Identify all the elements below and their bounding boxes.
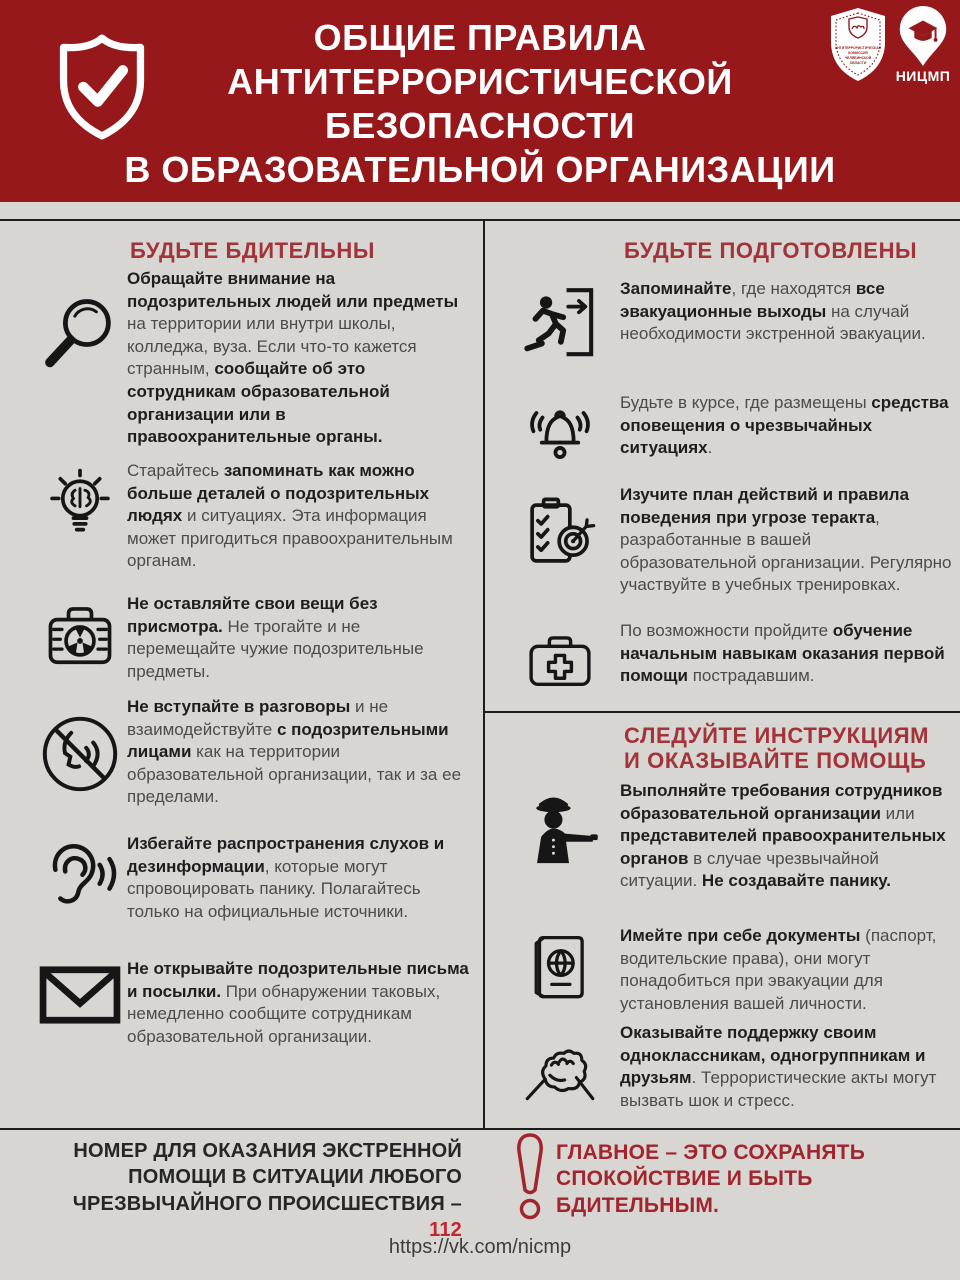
emblem-text-line: ОБЛАСТИ xyxy=(849,61,867,65)
nicmp-pin-logo xyxy=(894,4,952,68)
list-item-no-conversations xyxy=(32,696,475,809)
item-text: Запоминайте, где находятся все эвакуационные выходы на случай необходимости экстренной эвакуации. xyxy=(620,279,926,344)
list-item-avoid-rumors xyxy=(32,833,475,923)
divider-middle-right xyxy=(483,711,960,713)
lightbulb-brain-icon xyxy=(32,464,127,546)
list-item-suspicious-mail xyxy=(32,958,475,1048)
item-text: Обращайте внимание на подозрительных людей или предметы на территории или внутри школы, колледжа, вуза. Если что-то кажется странным, сообщайте об это сотрудникам образовательной организации или в правоохранительные органы. xyxy=(127,269,459,447)
item-text: Выполняйте требования сотрудников образовательной организации или представителей правоохранительных органов в случае чрезвычайной ситуации. Не создавайте панику. xyxy=(620,781,946,891)
action-plan-icon xyxy=(500,492,620,574)
follow-instructions-heading xyxy=(624,724,929,773)
item-text: Не оставляйте свои вещи без присмотра. Не трогайте и не перемещайте чужие подозрительные предметы. xyxy=(127,594,424,681)
main-message-text: ГЛАВНОЕ – ЭТО СОХРАНЯТЬ СПОКОЙСТВИЕ И БЫТЬ БДИТЕЛЬНЫМ. xyxy=(556,1141,866,1217)
envelope-icon xyxy=(32,964,127,1026)
left-column-heading: БУДЬТЕ БДИТЕЛЬНЫ xyxy=(130,238,376,263)
item-text: По возможности пройдите обучение начальным навыкам оказания первой помощи пострадавшим. xyxy=(620,621,945,686)
list-item-follow-requirements xyxy=(500,780,955,893)
clasped-hands-icon xyxy=(500,1030,620,1108)
no-conversation-icon xyxy=(32,710,127,798)
list-item-evacuation-exits xyxy=(500,278,955,364)
emblem-text-line: АНТИТЕРРОРИСТИЧЕСКАЯ xyxy=(834,46,882,50)
divider-vertical xyxy=(483,219,485,1128)
title-line: ОБЩИЕ ПРАВИЛА xyxy=(313,17,647,58)
emergency-number-text: НОМЕР ДЛЯ ОКАЗАНИЯ ЭКСТРЕННОЙ ПОМОЩИ В СИТУАЦИИ ЛЮБОГО ЧРЕЗВЫЧАЙНОГО ПРОИСШЕСТВИЯ – 112 xyxy=(72,1140,462,1242)
item-text: Старайтесь запоминать как можно больше деталей о подозрительных людях и ситуациях. Эта информация может пригодиться правоохранительным органам. xyxy=(127,461,453,571)
heading-line: СЛЕДУЙТЕ ИНСТРУКЦИЯМ xyxy=(624,723,930,748)
nicmp-logo-label: НИЦМП xyxy=(895,68,951,84)
list-item-suspicious-people xyxy=(32,268,475,449)
alarm-bell-icon xyxy=(500,394,620,470)
item-text: Не вступайте в разговоры и не взаимодействуйте с подозрительными лицами как на территории образовательной организации, так и за ее пределами. xyxy=(127,697,462,807)
police-officer-icon xyxy=(500,786,620,868)
first-aid-kit-icon xyxy=(500,622,620,698)
list-item-unattended-items xyxy=(32,593,475,683)
emblem-text-line: ЧЕЛЯБИНСКОЙ xyxy=(844,56,872,60)
page-title xyxy=(90,16,870,192)
exclamation-icon xyxy=(508,1131,552,1223)
right-column-heading: БУДЬТЕ ПОДГОТОВЛЕНЫ xyxy=(624,238,918,263)
header xyxy=(0,0,960,202)
title-line: БЕЗОПАСНОСТИ xyxy=(325,104,635,146)
list-item-first-aid-training xyxy=(500,620,955,698)
magnifier-icon xyxy=(32,292,127,378)
list-item-action-plan xyxy=(500,484,955,597)
ear-icon xyxy=(32,837,127,919)
antiterror-commission-emblem-logo xyxy=(828,6,888,84)
divider-top xyxy=(0,219,960,221)
item-text: Будьте в курсе, где размещены средства оповещения о чрезвычайных ситуациях. xyxy=(620,393,949,458)
emblem-text-line: КОМИССИЯ xyxy=(848,51,868,55)
hazard-case-icon xyxy=(32,595,127,677)
divider-bottom xyxy=(0,1128,960,1130)
item-text: Не открывайте подозрительные письма и посылки. При обнаружении таковых, немедленно сообщите сотрудникам образовательной организации. xyxy=(127,959,469,1046)
item-text: Изучите план действий и правила поведения при угрозе теракта, разработанные в вашей образовательной организации. Регулярно участвуйте в учебных тренировках. xyxy=(620,485,952,595)
list-item-carry-documents xyxy=(500,925,955,1015)
footer-url: https://vk.com/nicmp xyxy=(388,1236,572,1258)
list-item-remember-details xyxy=(32,460,475,573)
item-text: Избегайте распространения слухов и дезинформации, которые могут спровоцировать панику. Полагайтесь только на официальные источники. xyxy=(127,834,445,921)
heading-line: И ОКАЗЫВАЙТЕ ПОМОЩЬ xyxy=(624,747,927,773)
emergency-exit-icon xyxy=(500,282,620,364)
item-text: Оказывайте поддержку своим одноклассникам, одногруппникам и друзьям. Террористические акты могут вызвать шок и стресс. xyxy=(620,1023,937,1110)
title-line: АНТИТЕРРОРИСТИЧЕСКОЙ xyxy=(227,60,733,102)
list-item-support-friends xyxy=(500,1022,955,1112)
passport-icon xyxy=(500,927,620,1009)
item-text: Имейте при себе документы (паспорт, водительские права), они могут понадобиться при эвакуации для установления вашей личности. xyxy=(620,926,937,1013)
title-line: В ОБРАЗОВАТЕЛЬНОЙ ОРГАНИЗАЦИИ xyxy=(124,148,836,190)
list-item-alert-systems xyxy=(500,392,955,470)
